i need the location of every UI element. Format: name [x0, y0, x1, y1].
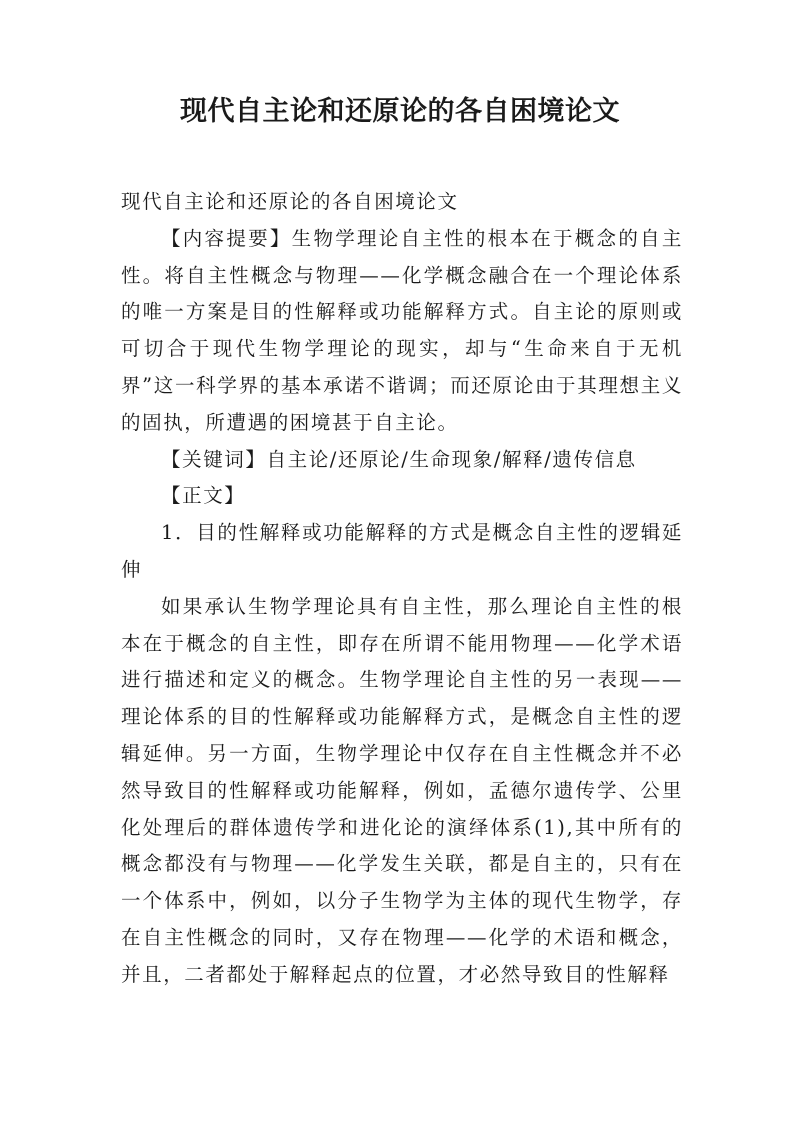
document-subtitle: 现代自主论和还原论的各自困境论文 — [121, 190, 459, 213]
document-body — [121, 184, 683, 994]
body-paragraph: 如果承认生物学理论具有自主性，那么理论自主性的根本在于概念的自主性，即存在所谓不能用物理——化学术语进行描述和定义的概念。生物学理论自主性的另一表现——理论体系的目的性解释或功能解释方式，是概念自主性的逻辑延伸。另一方面，生物学理论中仅存在自主性概念并不必然导致目的性解释或功能解释，例如，孟德尔遗传学、公里化处理后的群体遗传学和进化论的演绎体系(1),其中所有的概念都没有与物理——化学发生关联，都是自主的，只有在一个体系中，例如，以分子生物学为主体的现代生物学，存在自主性概念的同时，又存在物理——化学的术语和概念，并且，二者都处于解释起点的位置，才必然导致目的性解释 — [121, 594, 683, 986]
abstract-paragraph: 【内容提要】生物学理论自主性的根本在于概念的自主性。将自主性概念与物理——化学概念融合在一个理论体系的唯一方案是目的性解释或功能解释方式。自主论的原则或可切合于现代生物学理论的现实，却与“生命来自于无机界”这一科学界的基本承诺不谐调；而还原论由于其理想主义的固执，所遭遇的困境甚于自主论。 — [121, 226, 683, 434]
keywords-line: 【关键词】自主论/还原论/生命现象/解释/遗传信息 — [161, 447, 637, 471]
body-label: 【正文】 — [161, 484, 246, 508]
document-title: 现代自主论和还原论的各自困境论文 — [180, 96, 620, 127]
section-heading: 1．目的性解释或功能解释的方式是概念自主性的逻辑延伸 — [121, 521, 683, 581]
